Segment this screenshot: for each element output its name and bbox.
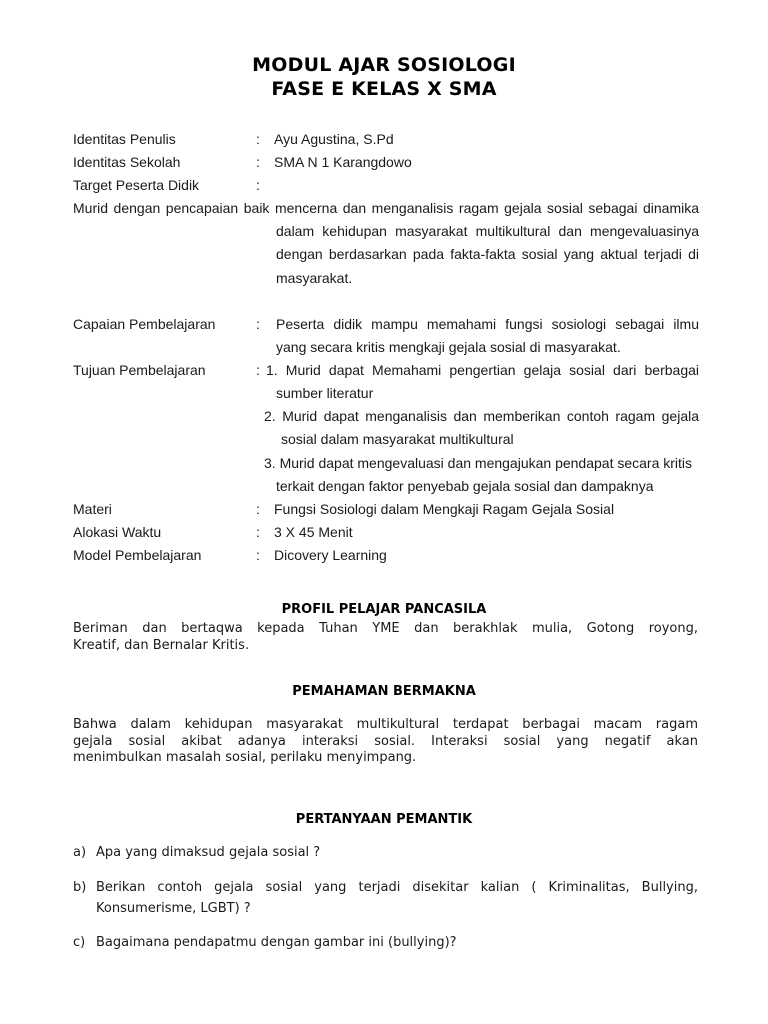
pertanyaan-heading: PERTANYAAN PEMANTIK: [295, 812, 473, 827]
question-text: Konsumerisme, LGBT) ?: [96, 901, 251, 916]
materi-label: Materi: [73, 501, 112, 517]
pemahaman-line: gejala sosial akibat adanya interaksi sosial. Interaksi sosial yang negatif akan: [73, 734, 698, 749]
tujuan-line: sumber literatur: [276, 385, 374, 401]
penulis-value: Ayu Agustina, S.Pd: [274, 131, 394, 147]
question-text: Apa yang dimaksud gejala sosial ?: [96, 845, 321, 860]
question-marker: a): [73, 845, 87, 860]
penulis-colon: :: [256, 131, 260, 147]
sekolah-label: Identitas Sekolah: [73, 154, 181, 170]
document-title: MODUL AJAR SOSIOLOGI: [252, 54, 516, 76]
materi-colon: :: [256, 501, 260, 517]
pemahaman-heading: PEMAHAMAN BERMAKNA: [292, 684, 476, 699]
target-colon: :: [256, 177, 260, 193]
target-label: Target Peserta Didik: [73, 177, 200, 193]
pemahaman-line: menimbulkan masalah sosial, perilaku menyimpang.: [73, 750, 417, 765]
capaian-line: Peserta didik mampu memahami fungsi sosiologi sebagai ilmu: [276, 316, 699, 332]
profil-line: Beriman dan bertaqwa kepada Tuhan YME dan berakhlak mulia, Gotong royong,: [73, 621, 698, 636]
model-value: Dicovery Learning: [274, 547, 387, 563]
question-marker: b): [73, 880, 87, 895]
pemahaman-line: Bahwa dalam kehidupan masyarakat multikultural terdapat berbagai macam ragam: [73, 717, 698, 732]
materi-value: Fungsi Sosiologi dalam Mengkaji Ragam Gejala Sosial: [274, 501, 615, 517]
model-label: Model Pembelajaran: [73, 547, 202, 563]
question-text: Bagaimana pendapatmu dengan gambar ini (bullying)?: [96, 935, 457, 950]
tujuan-line: 2. Murid dapat menganalisis dan memberikan contoh ragam gejala: [264, 408, 699, 424]
tujuan-label: Tujuan Pembelajaran: [73, 362, 206, 378]
capaian-label: Capaian Pembelajaran: [73, 316, 216, 332]
alokasi-label: Alokasi Waktu: [73, 524, 162, 540]
target-line: dengan berdasarkan pada fakta-fakta sosial yang aktual terjadi di: [276, 246, 699, 262]
target-line: masyarakat.: [276, 270, 353, 286]
target-line: dalam kehidupan masyarakat multikultural dan mengevaluasinya: [276, 223, 699, 239]
question-marker: c): [73, 935, 86, 950]
profil-line: Kreatif, dan Bernalar Kritis.: [73, 638, 250, 653]
sekolah-value: SMA N 1 Karangdowo: [274, 154, 412, 170]
model-colon: :: [256, 547, 260, 563]
tujuan-line: 1. Murid dapat Memahami pengertian gelaja sosial dari berbagai: [266, 362, 699, 378]
tujuan-line: sosial dalam masyarakat multikultural: [281, 431, 514, 447]
penulis-label: Identitas Penulis: [73, 131, 176, 147]
tujuan-colon: :: [256, 362, 260, 378]
alokasi-colon: :: [256, 524, 260, 540]
profil-heading: PROFIL PELAJAR PANCASILA: [281, 602, 487, 617]
capaian-colon: :: [256, 316, 260, 332]
sekolah-colon: :: [256, 154, 260, 170]
tujuan-line: 3. Murid dapat mengevaluasi dan mengajukan pendapat secara kritis: [264, 455, 693, 471]
question-text: Berikan contoh gejala sosial yang terjadi disekitar kalian ( Kriminalitas, Bullying,: [96, 880, 698, 895]
alokasi-value: 3 X 45 Menit: [274, 524, 353, 540]
tujuan-line: terkait dengan faktor penyebab gejala sosial dan dampaknya: [276, 478, 654, 494]
capaian-line: yang secara kritis mengkaji gejala sosial di masyarakat.: [276, 339, 621, 355]
document-subtitle: FASE E KELAS X SMA: [271, 78, 497, 100]
target-line: Murid dengan pencapaian baik mencerna dan menganalisis ragam gejala sosial sebagai dinamika: [73, 200, 699, 216]
